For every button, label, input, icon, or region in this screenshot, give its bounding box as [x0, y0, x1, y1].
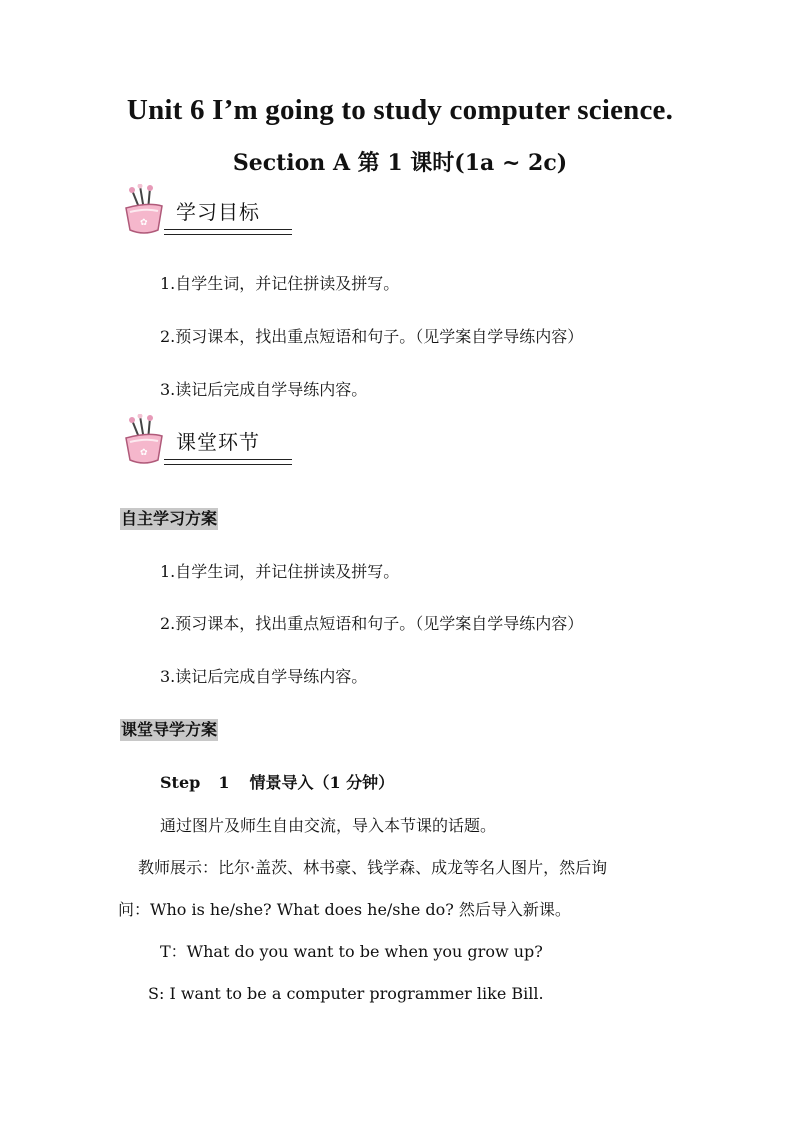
self-study-item-1: 1.自学生词，并记住拼读及拼写。	[160, 562, 400, 581]
goal-item-1: 1.自学生词，并记住拼读及拼写。	[160, 274, 400, 293]
class-guide-label: 课堂导学方案	[121, 720, 218, 739]
svg-text:✿: ✿	[140, 218, 148, 228]
body-line-1: 通过图片及师生自由交流，导入本节课的话题。	[160, 816, 497, 835]
section-heading-label: 课堂环节	[176, 430, 260, 454]
goal-item-2: 2.预习课本，找出重点短语和句子。（见学案自学导练内容）	[160, 327, 584, 346]
goal-item-3: 3.读记后完成自学导练内容。	[160, 380, 368, 399]
svg-text:✿: ✿	[140, 448, 148, 458]
body-line-2: 教师展示：比尔·盖茨、林书豪、钱学森、成龙等名人图片，然后询	[138, 858, 608, 877]
heading-underline	[164, 459, 292, 465]
self-study-label: 自主学习方案	[121, 509, 218, 528]
self-study-item-2: 2.预习课本，找出重点短语和句子。（见学案自学导练内容）	[160, 614, 584, 633]
document-title: Unit 6 I’m going to study computer science.	[126, 94, 674, 126]
section-heading-label: 学习目标	[176, 200, 260, 224]
step-number: 1	[218, 773, 230, 792]
section-header-class-steps	[118, 414, 298, 474]
dialogue-student: S: I want to be a computer programmer like Bill.	[148, 984, 544, 1003]
document-subtitle: Section A 第 1 课时(1a ~ 2c)	[232, 150, 568, 176]
section-header-learning-goals	[118, 184, 298, 244]
step-heading	[160, 772, 394, 794]
heading-underline	[164, 229, 292, 235]
step-word: Step	[160, 773, 201, 792]
step-title: 情景导入（1 分钟）	[249, 773, 395, 792]
dialogue-teacher: T：What do you want to be when you grow up?	[160, 942, 543, 961]
body-line-3: 问：Who is he/she? What does he/she do? 然后导入新课。	[118, 900, 571, 919]
self-study-item-3: 3.读记后完成自学导练内容。	[160, 667, 368, 686]
